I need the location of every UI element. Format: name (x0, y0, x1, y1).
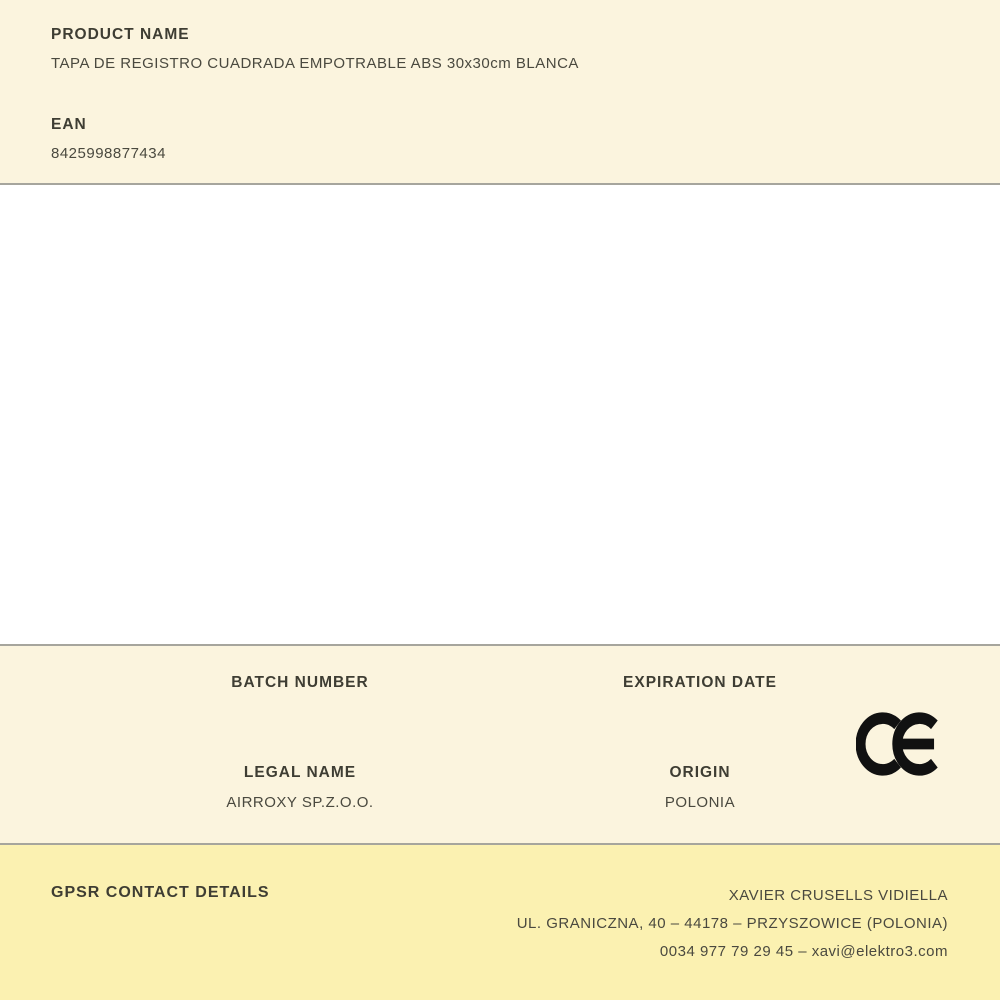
ean-value: 8425998877434 (51, 145, 166, 162)
gpsr-contact-label: GPSR CONTACT DETAILS (51, 884, 270, 901)
origin-value: POLONIA (664, 794, 736, 811)
ce-mark-icon (856, 711, 944, 777)
batch-number-label: BATCH NUMBER (231, 674, 369, 691)
divider-middle (0, 644, 1000, 646)
gpsr-contact-person: XAVIER CRUSELLS VIDIELLA (728, 887, 948, 904)
expiration-date-label: EXPIRATION DATE (623, 674, 777, 691)
ean-label: EAN (51, 116, 87, 133)
divider-bottom (0, 843, 1000, 845)
product-image-placeholder (0, 185, 1000, 644)
origin-label: ORIGIN (669, 764, 731, 781)
product-name-label: PRODUCT NAME (51, 26, 190, 43)
gpsr-contact-address: UL. GRANICZNA, 40 – 44178 – PRZYSZOWICE (POLONIA) (516, 915, 948, 932)
gpsr-contact-block (517, 882, 948, 966)
legal-name-label: LEGAL NAME (243, 764, 357, 781)
divider-top (0, 183, 1000, 185)
gpsr-contact-phone-email: 0034 977 79 29 45 – xavi@elektro3.com (659, 943, 948, 960)
legal-name-value: AIRROXY SP.Z.O.O. (226, 794, 374, 811)
product-name-value: TAPA DE REGISTRO CUADRADA EMPOTRABLE ABS 30x30cm BLANCA (51, 55, 579, 72)
